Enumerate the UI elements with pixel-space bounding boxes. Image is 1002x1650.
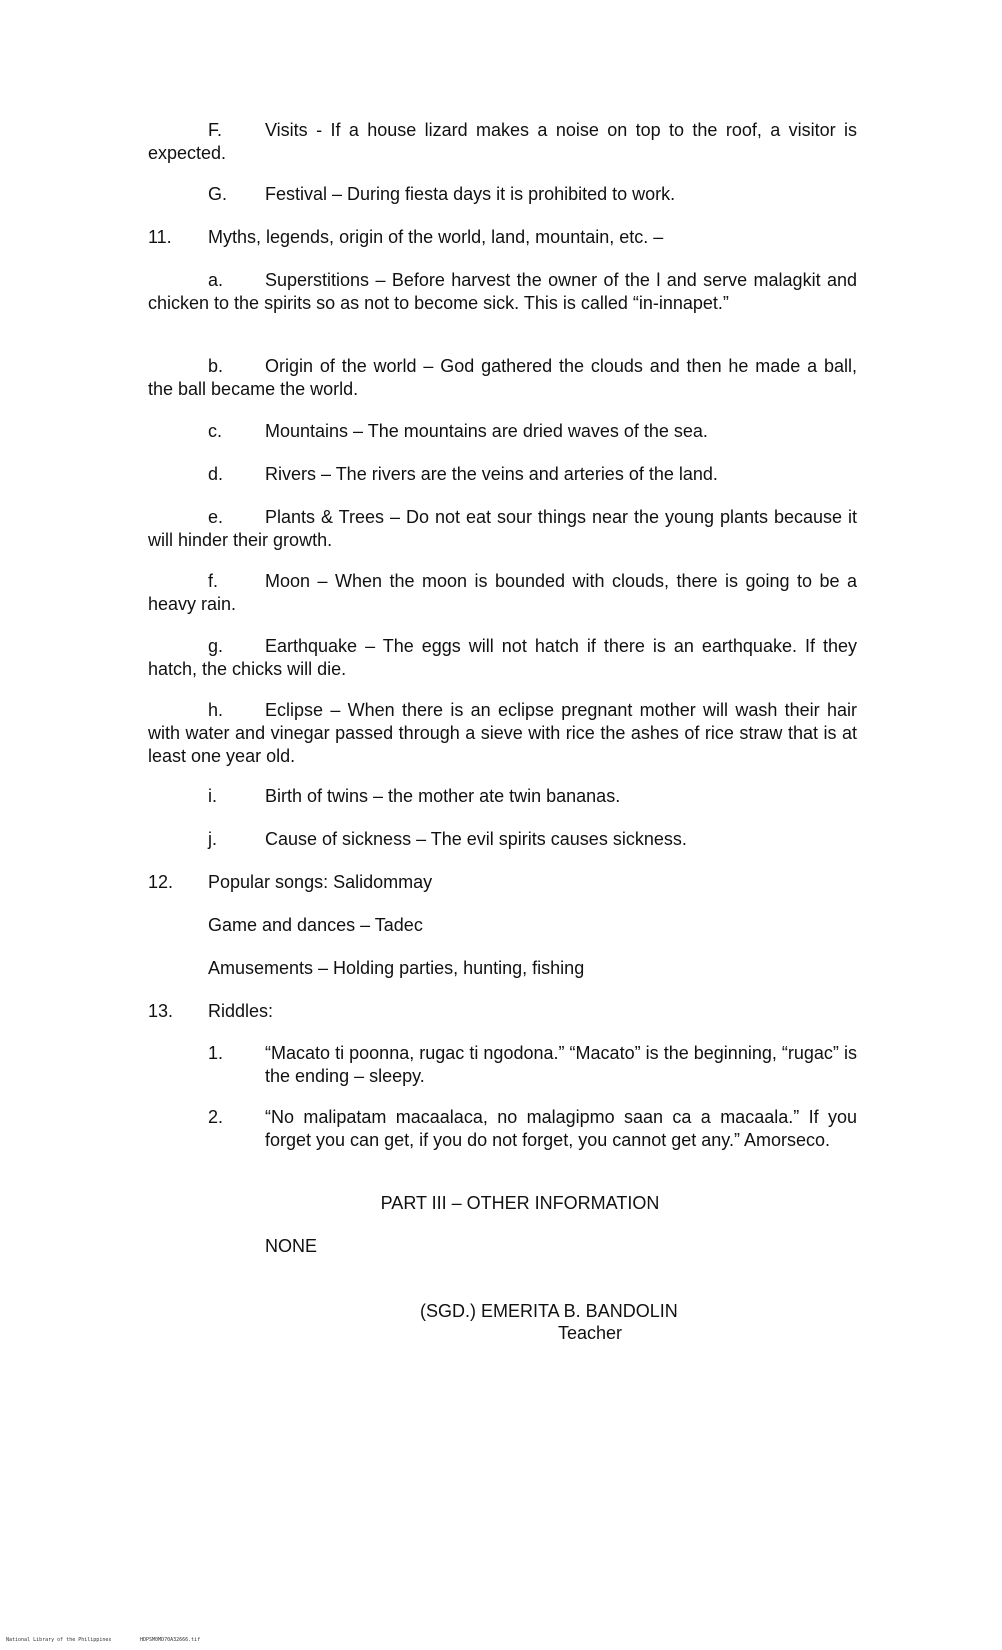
section-13-number: 13. <box>148 1001 174 1021</box>
section-13-heading <box>148 1000 857 1023</box>
section-11-number: 11. <box>148 227 172 247</box>
myth-item-g <box>148 635 857 681</box>
myth-item-a-num: a. <box>208 270 224 290</box>
signature-name: (SGD.) EMERITA B. BANDOLIN <box>420 1301 678 1321</box>
riddle-item-2-num: 2. <box>208 1107 224 1127</box>
part-3-heading: PART III – OTHER INFORMATION <box>380 1193 660 1213</box>
item-festival <box>148 183 857 206</box>
myth-item-g-text: Earthquake – The eggs will not hatch if there is an earthquake. If they hatch, the chicks will die. <box>148 636 857 679</box>
myth-item-c <box>148 420 857 443</box>
myth-item-h <box>148 699 857 768</box>
riddle-item-2 <box>208 1106 857 1152</box>
signature-title: Teacher <box>557 1323 623 1343</box>
myth-item-e-text: Plants & Trees – Do not eat sour things near the young plants because it will hinder their growth. <box>148 507 857 550</box>
section-12-amusements <box>148 957 857 980</box>
item-visits-label: Visits <box>265 120 308 140</box>
section-12-line-amusements: Amusements – Holding parties, hunting, fishing <box>208 958 585 978</box>
myth-item-d-text: Rivers – The rivers are the veins and arteries of the land. <box>265 464 718 484</box>
myth-item-j-text: Cause of sickness – The evil spirits causes sickness. <box>265 829 687 849</box>
myth-item-e <box>148 506 857 552</box>
myth-item-a-text: Superstitions – Before harvest the owner of the l and serve malagkit and chicken to the spirits so as not to become sick. This is called “in-innapet.” <box>148 270 857 313</box>
myth-item-i <box>148 785 857 808</box>
myth-item-i-text: Birth of twins – the mother ate twin bananas. <box>265 786 621 806</box>
myth-item-i-num: i. <box>208 786 217 806</box>
myth-item-d <box>148 463 857 486</box>
section-11-title: Myths, legends, origin of the world, land, mountain, etc. – <box>208 227 664 247</box>
riddle-item-1-num: 1. <box>208 1043 224 1063</box>
item-festival-num: G. <box>208 184 228 204</box>
riddle-item-1 <box>208 1042 857 1088</box>
myth-item-b <box>148 355 857 401</box>
part-3-body: NONE <box>265 1236 318 1256</box>
myth-item-f-text: Moon – When the moon is bounded with clouds, there is going to be a heavy rain. <box>148 571 857 614</box>
section-12-songs <box>148 871 857 894</box>
myth-item-f <box>148 570 857 616</box>
section-12-games <box>148 914 857 937</box>
myth-item-d-num: d. <box>208 464 224 484</box>
section-12-line-games: Game and dances – Tadec <box>208 915 423 935</box>
item-visits-text: - If a house lizard makes a noise on top to the roof, a visitor is expected. <box>148 120 857 163</box>
item-visits-num: F. <box>208 120 223 140</box>
myth-item-h-text: Eclipse – When there is an eclipse pregnant mother will wash their hair with water and vinegar passed through a sieve with rice the ashes of rice straw that is at least one year old. <box>148 700 857 766</box>
item-visits <box>148 119 857 165</box>
myth-item-c-num: c. <box>208 421 223 441</box>
riddle-item-2-text: “No malipatam macaalaca, no malagipmo saan ca a macaala.” If you forget you can get, if you do not forget, you cannot get any.” Amorseco. <box>265 1107 857 1150</box>
myth-item-f-num: f. <box>208 571 219 591</box>
myth-item-j-num: j. <box>208 829 217 849</box>
footer-filename: HDPSM0MD70A32666.tif <box>140 1637 201 1643</box>
myth-item-j <box>148 828 857 851</box>
section-11-heading <box>148 226 857 249</box>
item-festival-text: – During fiesta days it is prohibited to work. <box>327 184 676 204</box>
myth-item-b-text: Origin of the world – God gathered the clouds and then he made a ball, the ball became the world. <box>148 356 857 399</box>
myth-item-g-num: g. <box>208 636 224 656</box>
myth-item-a <box>148 269 857 315</box>
myth-item-b-num: b. <box>208 356 224 376</box>
myth-item-h-num: h. <box>208 700 224 720</box>
myth-item-e-num: e. <box>208 507 224 527</box>
item-festival-label: Festival <box>265 184 328 204</box>
footer-library: National Library of the Philippines <box>6 1637 112 1643</box>
riddle-item-1-text: “Macato ti poonna, rugac ti ngodona.” “Macato” is the beginning, “rugac” is the ending – sleepy. <box>265 1043 857 1086</box>
section-13-title: Riddles: <box>208 1001 274 1021</box>
section-12-number: 12. <box>148 872 174 892</box>
myth-item-c-text: Mountains – The mountains are dried waves of the sea. <box>265 421 708 441</box>
section-12-line-songs: Popular songs: Salidommay <box>208 872 433 892</box>
